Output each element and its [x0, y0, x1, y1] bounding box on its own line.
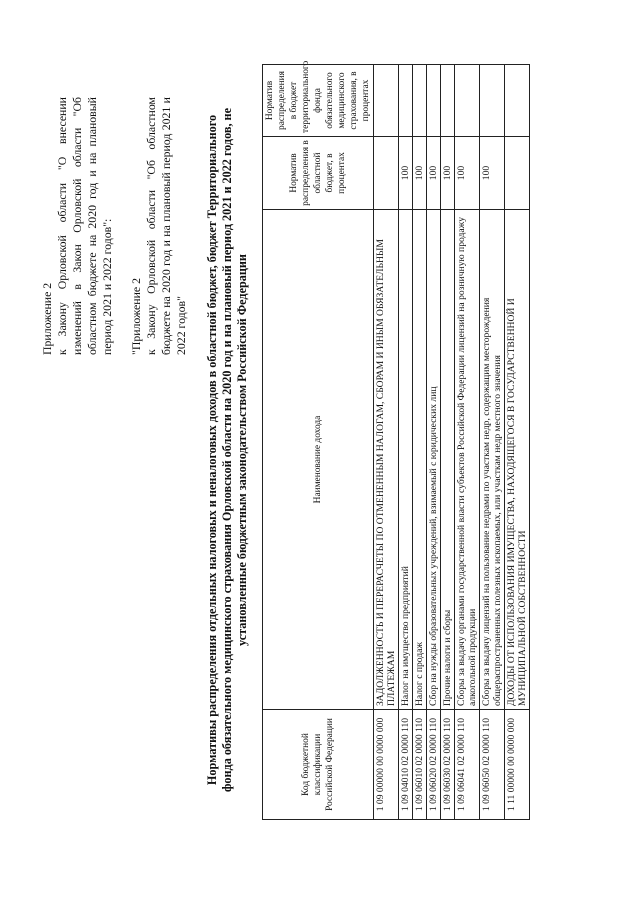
table-row [399, 65, 413, 820]
cell-regional [505, 137, 530, 210]
cell-code: 1 09 06020 02 0000 110 [427, 710, 441, 820]
cell-name: Налог на имущество предприятий [399, 210, 413, 710]
cell-name: ЗАДОЛЖЕННОСТЬ И ПЕРЕРАСЧЕТЫ ПО ОТМЕНЕННЫМ НАЛОГАМ, СБОРАМ И ИНЫМ ОБЯЗАТЕЛЬНЫМ ПЛАТЕЖАМ [374, 210, 399, 710]
cell-tfoms [480, 65, 505, 137]
cell-tfoms [441, 65, 455, 137]
cell-regional: 100 [427, 137, 441, 210]
cell-tfoms [427, 65, 441, 137]
cell-name: Налог с продаж [413, 210, 427, 710]
cell-name: Сборы за выдачу лицензий на пользование недрами по участкам недр, содержащим месторождения общераспространенных полезных ископаемых, или участкам недр местного значения [480, 210, 505, 710]
cell-regional: 100 [399, 137, 413, 210]
cell-code: 1 09 06010 02 0000 110 [413, 710, 427, 820]
cell-name: ДОХОДЫ ОТ ИСПОЛЬЗОВАНИЯ ИМУЩЕСТВА, НАХОДЯЩЕГОСЯ В ГОСУДАРСТВЕННОЙ И МУНИЦИПАЛЬНОЙ СОБСТВЕННОСТИ [505, 210, 530, 710]
cell-name: Прочие налоги и сборы [441, 210, 455, 710]
cell-tfoms [505, 65, 530, 137]
cell-tfoms [374, 65, 399, 137]
table-row [505, 65, 530, 820]
norms-table [262, 60, 530, 820]
cell-tfoms [399, 65, 413, 137]
title-line-2: фонда обязательного медицинского страхования Орловской области на 2020 год и на плановый период 2021 и 2022 годов, не [220, 108, 234, 793]
law-reference-quote: к Закону Орловской области "Об областном бюджете на 2020 год и на плановый период 2021 и 2022 годов" [144, 97, 188, 355]
cell-regional: 100 [455, 137, 480, 210]
cell-tfoms [413, 65, 427, 137]
table-row [427, 65, 441, 820]
appendix-header [40, 97, 189, 355]
cell-code: 1 11 00000 00 0000 000 [505, 710, 530, 820]
cell-code: 1 09 06041 02 0000 110 [455, 710, 480, 820]
title-line-1: Нормативы распределения отдельных налоговых и неналоговых доходов в областной бюджет, бюджет Территориального [205, 114, 219, 786]
cell-regional: 100 [413, 137, 427, 210]
table-row [455, 65, 480, 820]
cell-name: Сборы за выдачу органами государственной власти субъектов Российской Федерации лицензий на розничную продажу алкогольной продукции [455, 210, 480, 710]
title-line-3: установленные бюджетным законодательством Российской Федерации [235, 254, 249, 646]
table-row [441, 65, 455, 820]
table-header-row [263, 65, 374, 820]
table-row [374, 65, 399, 820]
table-row [413, 65, 427, 820]
header-tfoms: Норматив распределения в бюджет территориального фонда обязательного медицинского страхования, в процентах [263, 65, 374, 137]
law-reference: к Закону Орловской области "О внесении изменений в Закон Орловской области "Об областном бюджете на 2020 год и на плановый период 2021 и 2022 годов": [55, 97, 114, 355]
cell-regional: 100 [441, 137, 455, 210]
cell-code: 1 09 04010 02 0000 110 [399, 710, 413, 820]
appendix-quote-label: "Приложение 2 [129, 278, 143, 355]
cell-regional: 100 [480, 137, 505, 210]
header-regional: Норматив распределения в областной бюджет, в процентах [263, 137, 374, 210]
cell-regional [374, 137, 399, 210]
document-title [205, 80, 250, 820]
cell-code: 1 09 06050 02 0000 110 [480, 710, 505, 820]
cell-code: 1 09 06030 02 0000 110 [441, 710, 455, 820]
header-name: Наименование дохода [263, 210, 374, 710]
cell-name: Сбор на нужды образовательных учреждений, взимаемый с юридических лиц [427, 210, 441, 710]
appendix-label: Приложение 2 [40, 282, 54, 355]
header-code: Код бюджетной классификации Российской Федерации [263, 710, 374, 820]
cell-tfoms [455, 65, 480, 137]
table-row [480, 65, 505, 820]
cell-code: 1 09 00000 00 0000 000 [374, 710, 399, 820]
